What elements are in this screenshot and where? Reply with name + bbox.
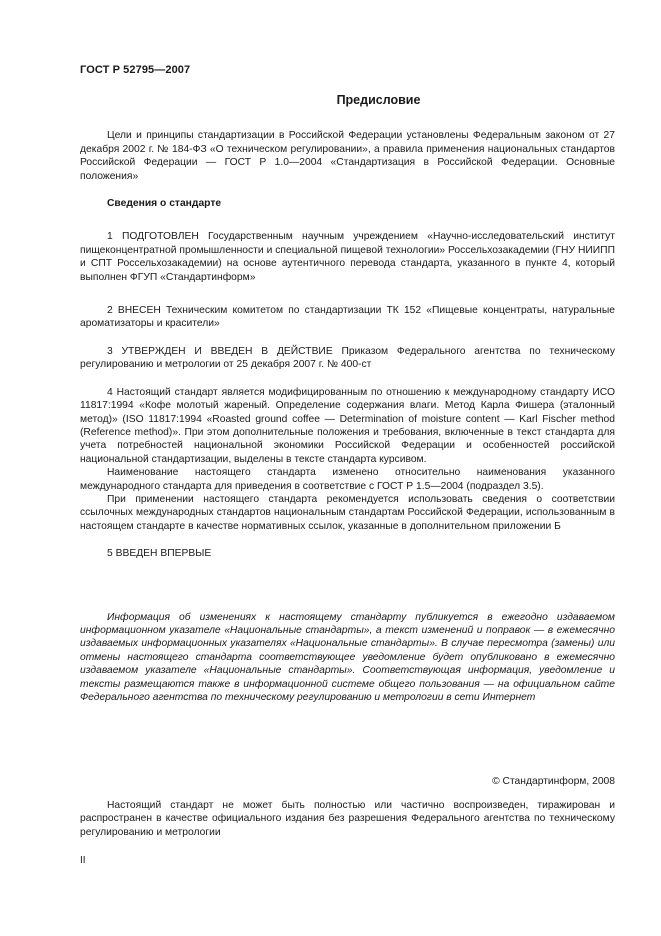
item-5-first-introduced: 5 ВВЕДЕН ВПЕРВЫЕ (107, 548, 212, 560)
page-number: II (80, 855, 86, 866)
item-4-application: При применении настоящего стандарта рекомендуется использовать сведения о соответствии ссылочных международных стандартов национальным стандартам Российской Федерации, использованным в настоящем стандарте в качестве нормативных ссылок, указанные в дополнительном приложении Б (80, 493, 615, 532)
standard-code: ГОСТ Р 52795—2007 (80, 64, 191, 76)
item-3-approved: 3 УТВЕРЖДЕН И ВВЕДЕН В ДЕЙСТВИЕ Приказом Федерального агентства по техническому регулированию и метрологии от 25 декабря 2007 г. № 400-ст (80, 345, 615, 371)
item-1-prepared: 1 ПОДГОТОВЛЕН Государственным научным учреждением «Научно-исследовательский институт пищеконцентратной промышленности и специальной пищевой технологии» Россельхозакадемии (ГНУ НИИПП и СПТ Россельхозакадемии) на основе аутентичного перевода стандарта, указанного в пункте 4, который выполнен ФГУП «Стандартинформ» (80, 231, 615, 283)
copyright-line: © Стандартинформ, 2008 (492, 776, 615, 787)
item-4-modified: 4 Настоящий стандарт является модифицированным по отношению к международному стандарту ИСО 11817:1994 «Кофе молотый жареный. Определение содержания влаги. Метод Карла Фишера (эталонный метод)» (ISO 11817:1994 «Roasted ground coffee — Determination of moisture content — Karl Fischer method (Reference method)». При этом дополнительные положения и требования, включенные в текст стандарта для учета потребностей национальной экономики Российской Федерации и особенностей российской национальной стандартизации, выделены в тексте стандарта курсивом. (80, 386, 615, 465)
standard-info-heading: Сведения о стандарте (107, 198, 222, 210)
intro-paragraph: Цели и принципы стандартизации в Российской Федерации установлены Федеральным законом от 27 декабря 2002 г. № 184-ФЗ «О техническом регулировании», а правила применения национальных стандартов Российской Федерации — ГОСТ Р 1.0—2004 «Стандартизация в Российской Федерации. Основные положения» (80, 130, 615, 182)
foreword-body (80, 94, 615, 704)
info-notice: Информация об изменениях к настоящему стандарту публикуется в ежегодно издаваемом информационном указателе «Национальные стандарты», а текст изменений и поправок — в ежемесячно издаваемых информационных указателях «Национальные стандарты». В случае пересмотра (замены) или отмены настоящего стандарта соответствующее уведомление будет опубликовано в ежемесячно издаваемом указателе «Национальные стандарты». Соответствующая информация, уведомление и тексты размещаются также в информационной системе общего пользования — на официальном сайте Федерального агентства по техническому регулированию и метрологии в сети Интернет (80, 611, 615, 703)
item-2-introduced: 2 ВНЕСЕН Техническим комитетом по стандартизации ТК 152 «Пищевые концентраты, натуральные ароматизаторы и красители» (80, 305, 615, 330)
item-4-naming: Наименование настоящего стандарта изменено относительно наименования указанного международного стандарта для приведения в соответствие с ГОСТ Р 1.5—2004 (подраздел 3.5). (80, 467, 615, 492)
page-title: Предисловие (336, 93, 421, 107)
reproduction-notice: Настоящий стандарт не может быть полностью или частично воспроизведен, тиражирован и распространен в качестве официального издания без разрешения Федерального агентства по техническому регулированию и метрологии (80, 800, 615, 838)
